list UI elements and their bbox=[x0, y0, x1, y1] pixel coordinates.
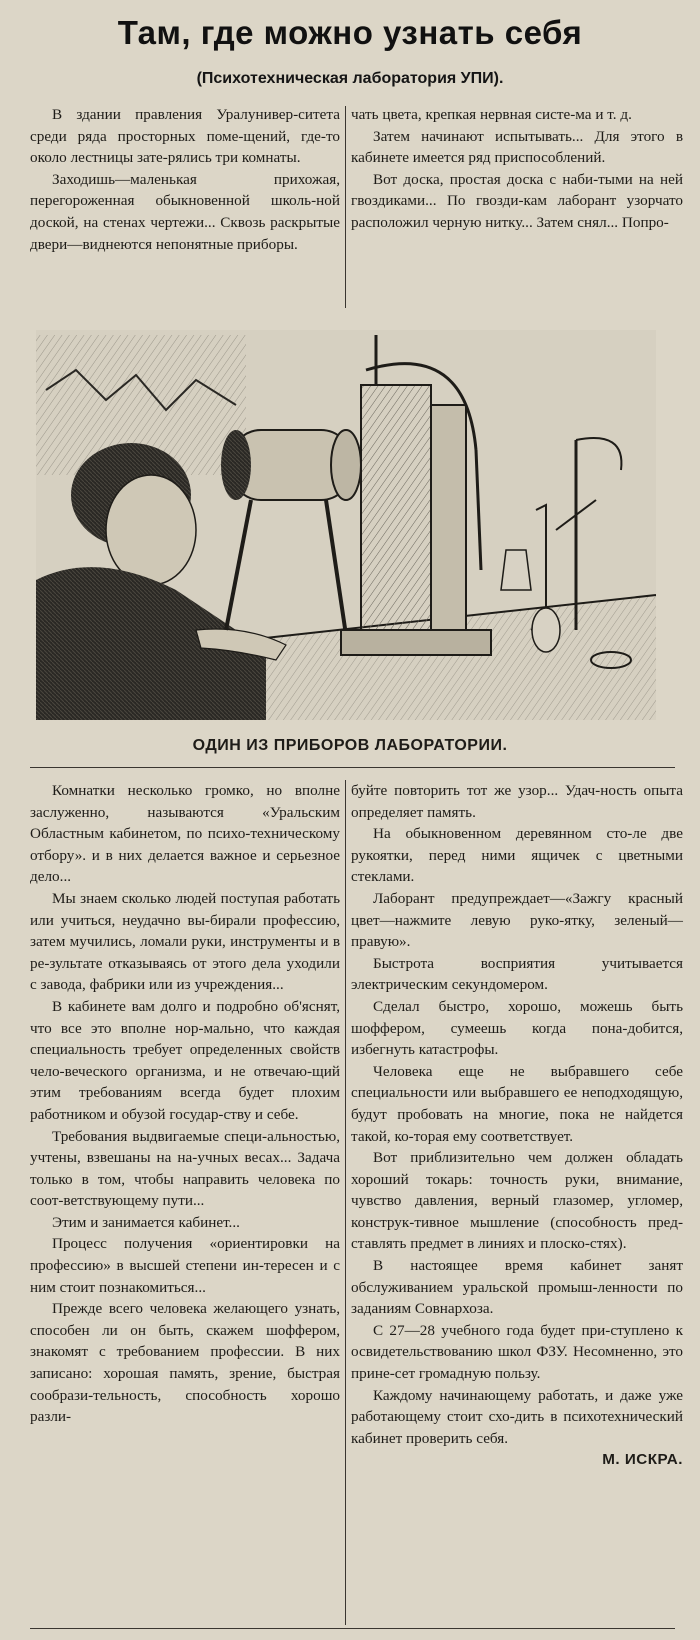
paragraph: Прежде всего человека желающего узнать, способен ли он быть, скажем шоффером, знакомят с требованием профессии. В них записано: хорошая память, зрение, быстрая сообрази-тельность, способность хорошо разли- bbox=[30, 1300, 340, 1426]
paragraph: В настоящее время кабинет занят обслуживанием уральской промыш-ленности по заданиям Совнархоза. bbox=[351, 1257, 683, 1318]
paragraph: Требования выдвигаемые специ-альностью, учтены, взвешаны на на-учных весах... Задача только в том, чтобы направить человека по соот-ветствующему пути... bbox=[30, 1127, 340, 1210]
bottom-left-column bbox=[30, 780, 340, 1428]
paragraph: Заходишь—маленькая прихожая, перегороженная обыкновенной школь-ной доской, на стенах чертежи... Сквозь раскрытые двери—виднеются непонятные приборы. bbox=[30, 170, 340, 253]
paragraph: Мы знаем сколько людей поступая работать или учиться, неудачно вы-бирали профессию, затем мучились, ломали руки, инструменты и в ре-зультате отказываясь от этого дела уходили с завода, фабрики или из учреждения... bbox=[30, 889, 340, 994]
column-divider bbox=[345, 106, 346, 308]
paragraph: Лаборант предупреждает—«Зажгу красный цвет—нажмите левую руко-ятку, зеленый—правую». bbox=[351, 889, 683, 951]
paragraph: В кабинете вам долго и подробно об'яснят, что все это вполне нор-мально, что каждая специальность требует определенных свойств чело-веческого организма, и не отвечаю-щий этим требованиям всегда будет плохим работником и обузой государ-ству и себе. bbox=[30, 997, 340, 1123]
paragraph: Затем начинают испытывать... Для этого в кабинете имеется ряд приспособлений. bbox=[351, 127, 683, 167]
column-divider bbox=[345, 780, 346, 1625]
paragraph: Вот приблизительно чем должен обладать хороший токарь: точность руки, внимание, чувство давления, верный глазомер, угломер, конструк-тивное мышление (способность пред-ставлять предмет в линиях и плоско-стях). bbox=[351, 1149, 683, 1253]
paragraph: буйте повторить тот же узор... Удач-ность опыта определяет память. bbox=[351, 782, 683, 821]
section-divider bbox=[30, 767, 675, 768]
bottom-right-column bbox=[351, 780, 683, 1471]
author-signature: М. ИСКРА. bbox=[602, 1451, 683, 1469]
top-left-column bbox=[30, 104, 340, 255]
paragraph: Вот доска, простая доска с наби-тыми на ней гвоздиками... По гвозди-кам лаборант узорчато расположил черную нитку... Затем снял... Попро- bbox=[351, 170, 683, 231]
paragraph: На обыкновенном деревянном сто-ле две рукоятки, перед ними ящичек с цветными стеклами. bbox=[351, 825, 683, 886]
top-right-column bbox=[351, 104, 683, 234]
laboratory-apparatus-drawing bbox=[36, 330, 656, 720]
paragraph: С 27—28 учебного года будет при-ступлено к освидетельствованию школ ФЗУ. Несомненно, это прине-сет громадную пользу. bbox=[351, 1321, 683, 1383]
article-subheadline: (Психотехническая лаборатория УПИ). bbox=[196, 70, 504, 87]
paragraph: В здании правления Уралунивер-ситета среди ряда просторных поме-щений, где-то около лестницы зате-рялись три комнаты. bbox=[30, 106, 340, 167]
paragraph: Этим и занимается кабинет... bbox=[52, 1213, 240, 1231]
article-headline: Там, где можно узнать себя bbox=[117, 14, 583, 51]
paragraph: Процесс получения «ориентировки на профессию» в высшей степени ин-тересен и с ним стоит познакомиться... bbox=[30, 1235, 340, 1296]
paragraph: Каждому начинающему работать, и даже уже работающему стоит схо-дить в психотехнический кабинет проверить себя. bbox=[351, 1386, 683, 1447]
paragraph: Комнатки несколько громко, но вполне заслуженно, называются «Уральским Областным кабинетом, по психо-техническому отбору». и в них делается важное и серьезное дело... bbox=[30, 782, 340, 886]
paragraph: Сделал быстро, хорошо, можешь быть шоффером, сумеешь когда пона-добится, избегнуть катастрофы. bbox=[351, 997, 683, 1059]
paragraph: Человека еще не выбравшего себе специальности или выбравшего ее неподходящую, будут пробовать на многие, пока не найдется такой, ко-торая ему соответствует. bbox=[351, 1062, 683, 1145]
illustration-caption: ОДИН ИЗ ПРИБОРОВ ЛАБОРАТОРИИ. bbox=[192, 737, 508, 754]
paragraph: Быстрота восприятия учитывается электрическим секундомером. bbox=[351, 954, 683, 994]
paragraph: чать цвета, крепкая нервная систе-ма и т. д. bbox=[351, 106, 632, 123]
bottom-border bbox=[30, 1628, 675, 1629]
laboratory-illustration bbox=[36, 330, 656, 720]
